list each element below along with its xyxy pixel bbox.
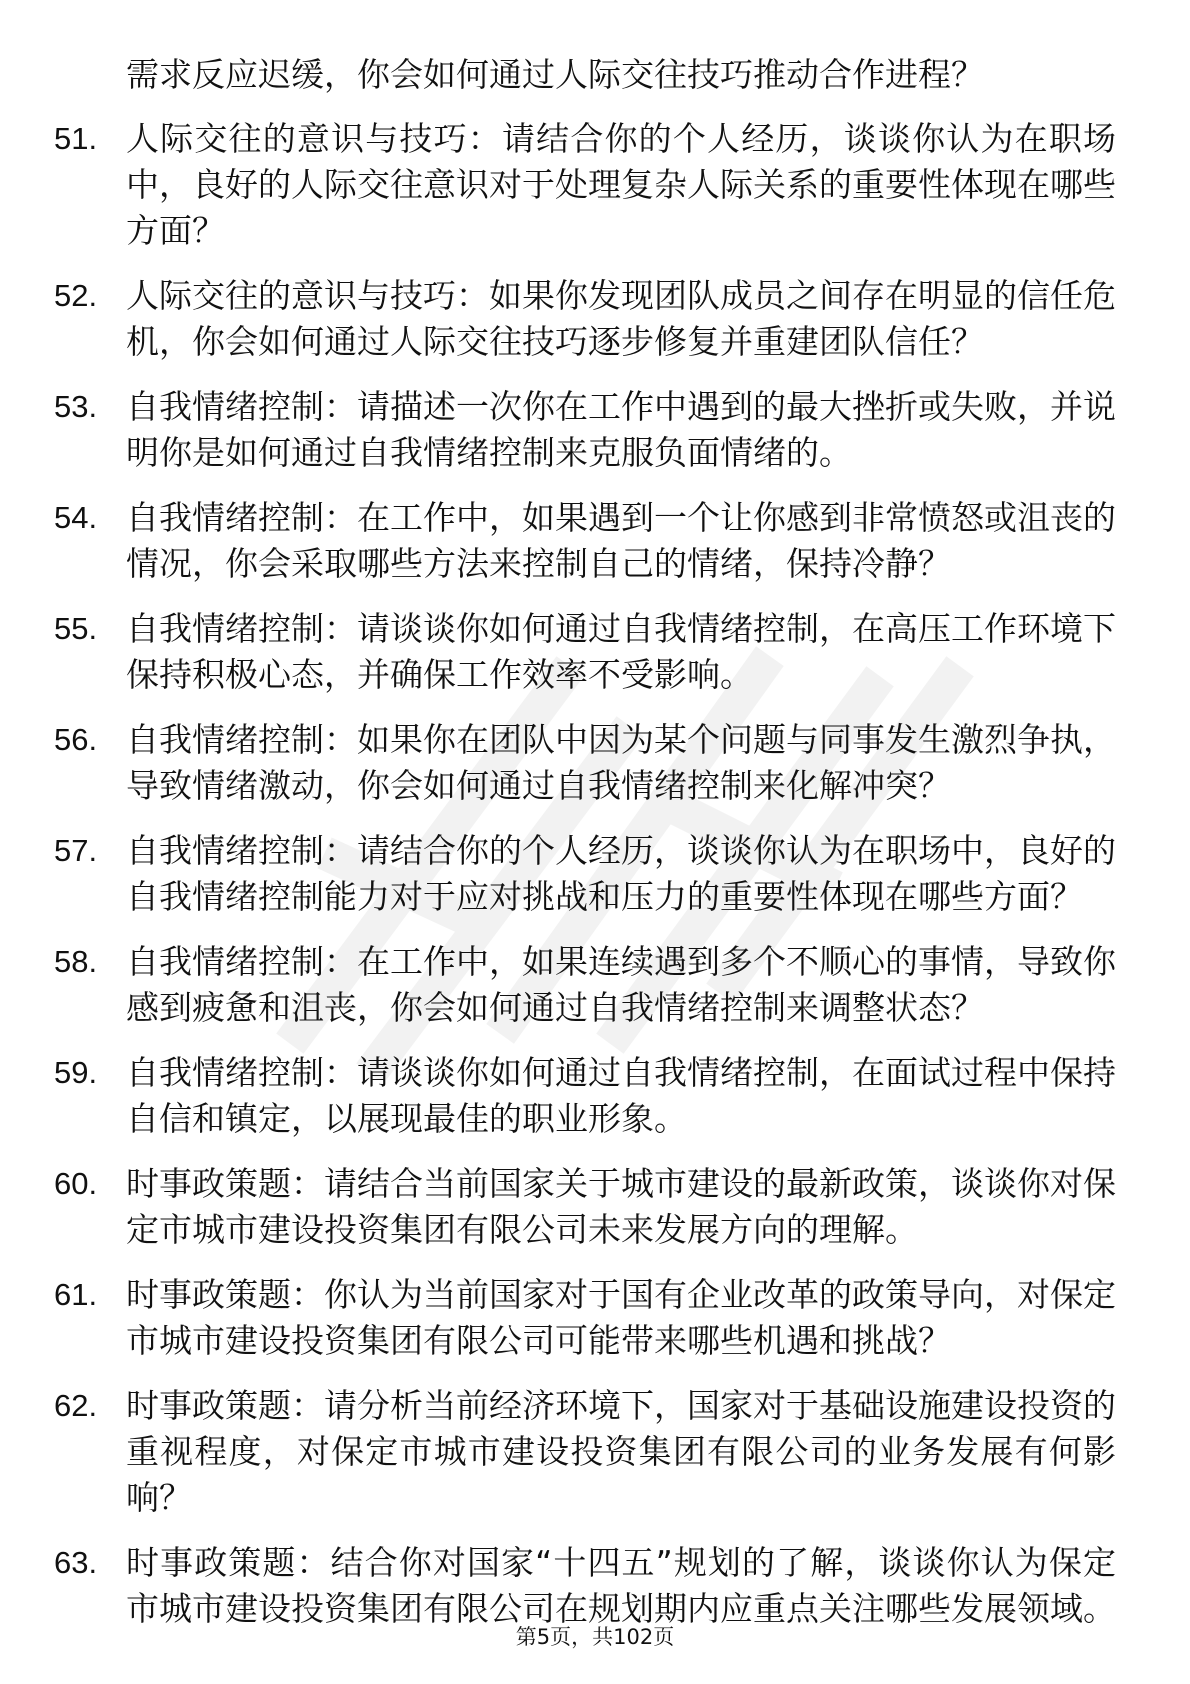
question-number: 52. xyxy=(54,278,98,313)
list-item xyxy=(54,384,1134,476)
list-item xyxy=(54,116,1134,254)
question-list xyxy=(54,116,1134,1651)
question-text: 自我情绪控制：请谈谈你如何通过自我情绪控制，在高压工作环境下保持积极心态，并确保工作效率不受影响。 xyxy=(126,609,1116,694)
question-text: 自我情绪控制：在工作中，如果连续遇到多个不顺心的事情，导致你感到疲惫和沮丧，你会如何通过自我情绪控制来调整状态？ xyxy=(126,942,1116,1027)
question-number: 63. xyxy=(54,1545,98,1580)
question-number: 56. xyxy=(54,722,98,757)
question-text: 时事政策题：请分析当前经济环境下，国家对于基础设施建设投资的重视程度，对保定市城市建设投资集团有限公司的业务发展有何影响？ xyxy=(126,1386,1116,1517)
list-item xyxy=(54,606,1134,698)
question-number: 57. xyxy=(54,833,98,868)
question-number: 55. xyxy=(54,611,98,646)
list-item xyxy=(54,273,1134,365)
question-number: 62. xyxy=(54,1388,98,1423)
question-text: 自我情绪控制：请谈谈你如何通过自我情绪控制，在面试过程中保持自信和镇定，以展现最佳的职业形象。 xyxy=(126,1053,1116,1138)
question-text: 时事政策题：结合你对国家“十四五”规划的了解，谈谈你认为保定市城市建设投资集团有限公司在规划期内应重点关注哪些发展领域。 xyxy=(126,1543,1116,1628)
question-number: 51. xyxy=(54,121,98,156)
list-item xyxy=(54,1540,1134,1632)
list-item xyxy=(54,1050,1134,1142)
question-text: 自我情绪控制：请结合你的个人经历，谈谈你认为在职场中，良好的自我情绪控制能力对于应对挑战和压力的重要性体现在哪些方面？ xyxy=(126,831,1116,916)
question-text: 自我情绪控制：在工作中，如果遇到一个让你感到非常愤怒或沮丧的情况，你会采取哪些方法来控制自己的情绪，保持冷静？ xyxy=(126,498,1116,583)
question-text: 人际交往的意识与技巧：请结合你的个人经历，谈谈你认为在职场中，良好的人际交往意识对于处理复杂人际关系的重要性体现在哪些方面？ xyxy=(126,119,1116,250)
continuation-text: 需求反应迟缓，你会如何通过人际交往技巧推动合作进程？ xyxy=(126,55,984,94)
list-item xyxy=(54,495,1134,587)
question-number: 53. xyxy=(54,389,98,424)
question-text: 自我情绪控制：请描述一次你在工作中遇到的最大挫折或失败，并说明你是如何通过自我情绪控制来克服负面情绪的。 xyxy=(126,387,1116,472)
list-item xyxy=(54,939,1134,1031)
question-text: 人际交往的意识与技巧：如果你发现团队成员之间存在明显的信任危机，你会如何通过人际交往技巧逐步修复并重建团队信任？ xyxy=(126,276,1116,361)
question-text: 自我情绪控制：如果你在团队中因为某个问题与同事发生激烈争执，导致情绪激动，你会如何通过自我情绪控制来化解冲突？ xyxy=(126,720,1116,805)
list-item xyxy=(54,717,1134,809)
question-text: 时事政策题：你认为当前国家对于国有企业改革的政策导向，对保定市城市建设投资集团有限公司可能带来哪些机遇和挑战？ xyxy=(126,1275,1116,1360)
list-item xyxy=(54,828,1134,920)
question-number: 54. xyxy=(54,500,98,535)
question-number: 58. xyxy=(54,944,98,979)
question-text: 时事政策题：请结合当前国家关于城市建设的最新政策，谈谈你对保定市城市建设投资集团有限公司未来发展方向的理解。 xyxy=(126,1164,1116,1249)
question-number: 59. xyxy=(54,1055,98,1090)
list-item xyxy=(54,1161,1134,1253)
page-footer: 第5页，共102页 xyxy=(515,1625,675,1649)
list-item xyxy=(54,1272,1134,1364)
question-number: 60. xyxy=(54,1166,98,1201)
question-number: 61. xyxy=(54,1277,98,1312)
list-item xyxy=(54,1383,1134,1521)
